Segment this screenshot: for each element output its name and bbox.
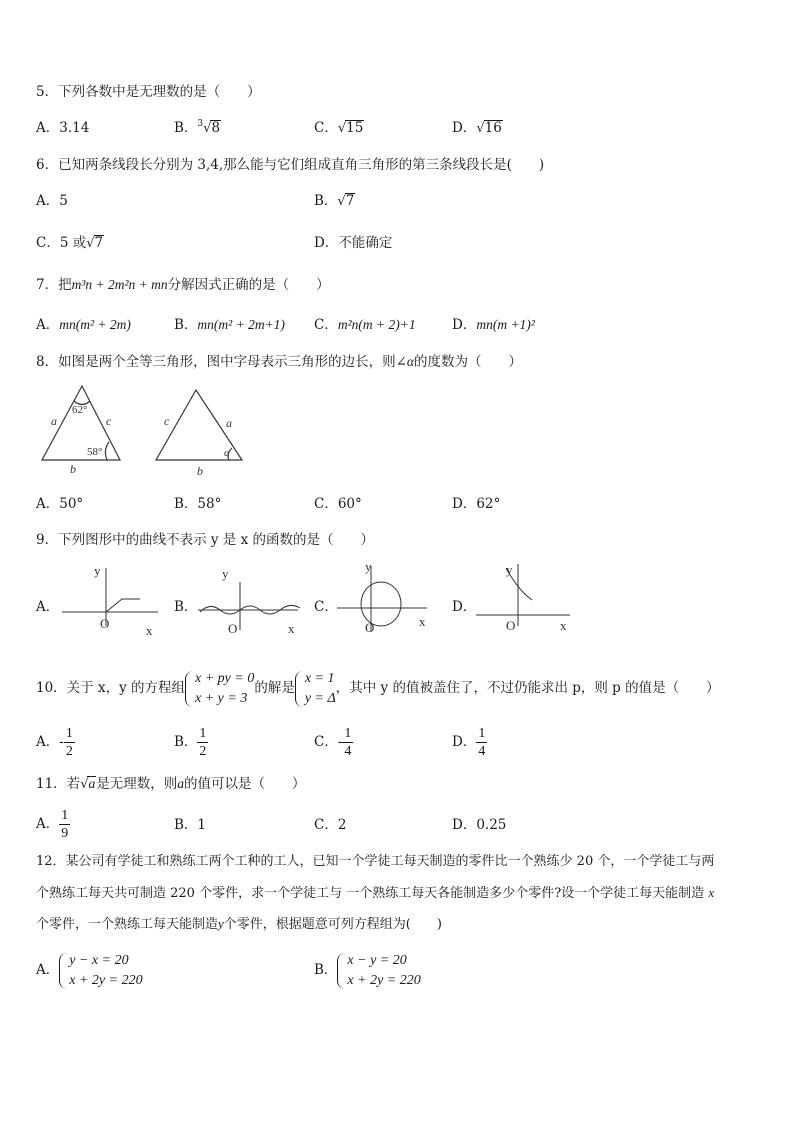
q5-stem: 5．下列各数中是无理数的是（ ） <box>36 84 261 100</box>
angle-arc-right <box>105 442 109 460</box>
q9-option-c-label: C． <box>314 599 338 615</box>
q9-option-a-label: A． <box>36 599 60 615</box>
q6-option-b: B．√7 <box>314 193 355 209</box>
q12-line-3: 个零件，一个熟练工每天能制造y个零件，根据题意可列方程组为( ) <box>36 916 442 932</box>
svg-text:O: O <box>365 620 375 635</box>
svg-text:x: x <box>288 621 295 636</box>
q10-system-2: x = 1 y = Δ <box>295 669 336 709</box>
q6-option-a: A．5 <box>36 193 68 209</box>
svg-text:y: y <box>506 562 513 577</box>
q12-option-a: A． y − x = 20 x + 2y = 220 <box>36 948 143 992</box>
svg-text:y: y <box>94 563 101 578</box>
q7-option-a: A．mn(m² + 2m) <box>36 317 131 333</box>
q7-option-c: C．m²n(m + 2)+1 <box>314 317 416 333</box>
q8-stem: 8．如图是两个全等三角形，图中字母表示三角形的边长，则∠α的度数为（ ） <box>36 354 522 370</box>
q12-line-2: 个熟练工每天共可制造 220 个零件，求一个学徒工与 一个熟练工每天各能制造多少个零件?设一个学徒工每天能制造 x <box>36 885 715 901</box>
q10-stem: 10．关于 x，y 的方程组 x + py = 0 x + y = 3 的解是 x = 1 y = Δ ，其中 y 的值被盖住了，不过仍能求出 p，则 p 的值是（ ） <box>36 666 720 710</box>
q7-stem: 7．把m³n + 2m²n + mn分解因式正确的是（ ） <box>36 277 330 293</box>
q9-option-d-label: D． <box>452 599 477 615</box>
q11-option-c: C．2 <box>314 817 347 833</box>
q6-option-d: D．不能确定 <box>314 235 393 251</box>
q5-option-a: A．3.14 <box>36 120 90 136</box>
t1-angle-right: 58° <box>87 446 103 458</box>
svg-text:x: x <box>419 614 426 629</box>
svg-text:x: x <box>560 618 567 633</box>
q10-option-c: C．- $\frac{1}{4}$ <box>314 726 352 759</box>
t2-angle-alpha: α <box>224 447 230 459</box>
q8-option-d: D．62° <box>452 496 501 512</box>
q10-system-1: x + py = 0 x + y = 3 <box>185 669 254 709</box>
t2-label-c: c <box>164 414 170 428</box>
q7-option-d: D．mn(m +1)² <box>452 317 535 333</box>
svg-text:y: y <box>365 559 372 574</box>
q5-option-b: B．$^3$√8 <box>174 119 221 136</box>
q9-stem: 9．下列图形中的曲线不表示 y 是 x 的函数的是（ ） <box>36 532 374 548</box>
q8-option-b: B．58° <box>174 496 222 512</box>
q8-triangles-figure <box>36 380 256 480</box>
svg-text:O: O <box>506 618 516 633</box>
q7-option-b: B．mn(m² + 2m+1) <box>174 317 285 333</box>
q8-option-c: C．60° <box>314 496 362 512</box>
t1-label-b: b <box>70 462 76 476</box>
q6-stem: 6．已知两条线段长分别为 3,4,那么能与它们组成直角三角形的第三条线段长是( ) <box>36 157 545 173</box>
q12-line-1: 12．某公司有学徒工和熟练工两个工种的工人，已知一个学徒工每天制造的零件比一个熟练少 20 个，一个学徒工与两 <box>36 854 715 869</box>
svg-text:O: O <box>228 621 238 636</box>
q11-stem: 11．若√a是无理数，则a的值可以是（ ） <box>36 776 306 792</box>
q5-option-d: D．√16 <box>452 120 502 136</box>
q11-option-a: A． $\frac{1}{9}$ <box>36 808 69 841</box>
svg-text:x: x <box>146 623 153 638</box>
svg-text:y: y <box>222 566 229 581</box>
q6-option-c: C．5 或√7 <box>36 235 104 251</box>
t2-label-a: a <box>226 416 232 430</box>
svg-text:O: O <box>100 616 110 631</box>
t1-label-a: a <box>51 414 57 428</box>
q9-graph-a <box>60 560 165 642</box>
q8-option-a: A．50° <box>36 496 84 512</box>
q11-option-b: B．1 <box>174 817 207 833</box>
q9-option-b-label: B． <box>174 599 198 615</box>
q5-option-c: C．√15 <box>314 120 364 136</box>
q10-option-b: B． $\frac{1}{2}$ <box>174 726 207 759</box>
q10-option-a: A．- $\frac{1}{2}$ <box>36 726 73 759</box>
q9-graph-c <box>335 558 445 640</box>
q12-option-b: B． x − y = 20 x + 2y = 220 <box>314 948 421 992</box>
q10-option-d: D． $\frac{1}{4}$ <box>452 726 486 759</box>
q9-graph-d <box>474 560 579 640</box>
t1-angle-top: 62° <box>72 404 88 416</box>
q9-graph-b <box>196 562 306 642</box>
q11-option-d: D．0.25 <box>452 817 507 833</box>
t2-label-b: b <box>197 464 203 478</box>
t1-label-c: c <box>106 414 112 428</box>
